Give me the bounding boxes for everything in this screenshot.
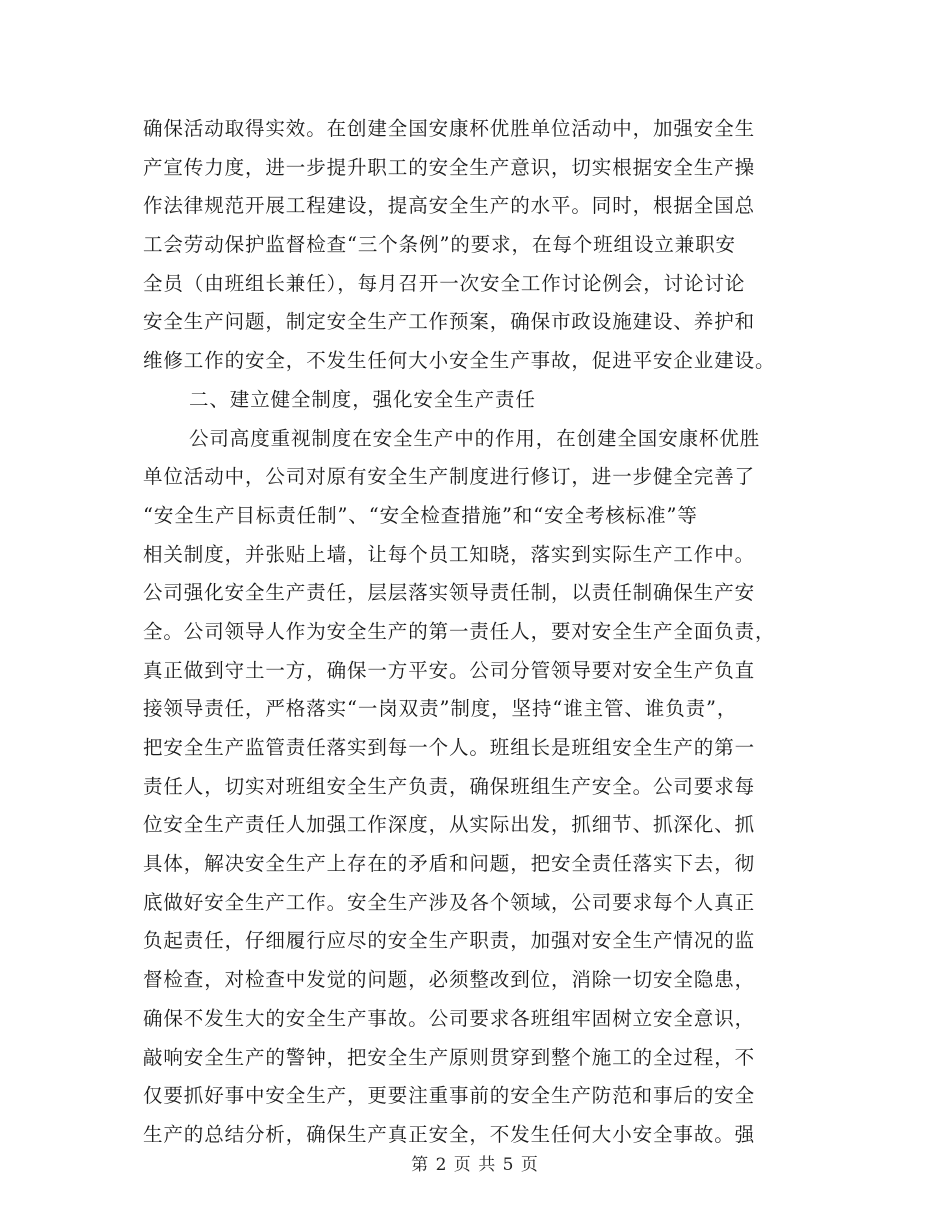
text-line: 把安全生产监管责任落实到每一个人。班组长是班组安全生产的第一 <box>143 736 756 759</box>
text-line: 单位活动中，公司对原有安全生产制度进行修订，进一步健全完善了 <box>143 465 756 489</box>
text-line: 工会劳动保护监督检查“三个条例”的要求，在每个班组设立兼职安 <box>143 233 736 257</box>
text-line: 负起责任，仔细履行应尽的安全生产职责，加强对安全生产情况的监 <box>143 929 756 953</box>
text-line: 作法律规范开展工程建设，提高安全生产的水平。同时，根据全国总 <box>143 194 756 218</box>
text-line: 接领导责任，严格落实“一岗双责”制度，坚持“谁主管、谁负责”， <box>143 697 738 721</box>
text-line: 位安全生产责任人加强工作深度，从实际出发，抓细节、抓深化、抓 <box>143 813 756 837</box>
text-line: 确保不发生大的安全生产事故。公司要求各班组牢固树立安全意识， <box>143 1006 756 1030</box>
text-line: 督检查，对检查中发觉的问题，必须整改到位，消除一切安全隐患， <box>143 968 756 992</box>
text-line: 真正做到守土一方，确保一方平安。公司分管领导要对安全生产负直 <box>143 658 756 682</box>
text-line: 具体，解决安全生产上存在的矛盾和问题，把安全责任落实下去，彻 <box>143 852 756 876</box>
text-line: 相关制度，并张贴上墙，让每个员工知晓，落实到实际生产工作中。 <box>143 542 756 566</box>
text-line: 公司强化安全生产责任，层层落实领导责任制，以责任制确保生产安 <box>143 581 756 605</box>
text-line: “安全生产目标责任制”、“安全检查措施”和“安全考核标准”等 <box>143 503 698 527</box>
paragraph-first-line: 公司高度重视制度在安全生产中的作用，在创建全国安康杯优胜 <box>189 426 761 450</box>
text-line: 产宣传力度，进一步提升职工的安全生产意识，切实根据安全生产操 <box>143 155 756 179</box>
section-heading: 二、建立健全制度，强化安全生产责任 <box>189 387 536 411</box>
document-body <box>143 110 803 1155</box>
text-line: 维修工作的安全，不发生任何大小安全生产事故，促进平安企业建设。 <box>143 349 776 373</box>
text-line: 生产的总结分析，确保生产真正安全，不发生任何大小安全事故。强 <box>143 1122 756 1146</box>
text-line: 安全生产问题，制定安全生产工作预案，确保市政设施建设、养护和 <box>143 310 756 334</box>
text-line: 全。公司领导人作为安全生产的第一责任人，要对安全生产全面负责， <box>143 619 776 643</box>
text-line: 敲响安全生产的警钟，把安全生产原则贯穿到整个施工的全过程，不 <box>143 1045 756 1069</box>
text-line: 仅要抓好事中安全生产，更要注重事前的安全生产防范和事后的安全 <box>143 1084 756 1108</box>
text-line: 全员（由班组长兼任），每月召开一次安全工作讨论例会，讨论讨论 <box>143 271 746 295</box>
text-line: 确保活动取得实效。在创建全国安康杯优胜单位活动中，加强安全生 <box>143 117 756 140</box>
text-line: 底做好安全生产工作。安全生产涉及各个领域，公司要求每个人真正 <box>143 890 756 914</box>
text-line: 责任人，切实对班组安全生产负责，确保班组生产安全。公司要求每 <box>143 774 756 798</box>
page-number-footer: 第 2 页 共 5 页 <box>411 1155 539 1175</box>
